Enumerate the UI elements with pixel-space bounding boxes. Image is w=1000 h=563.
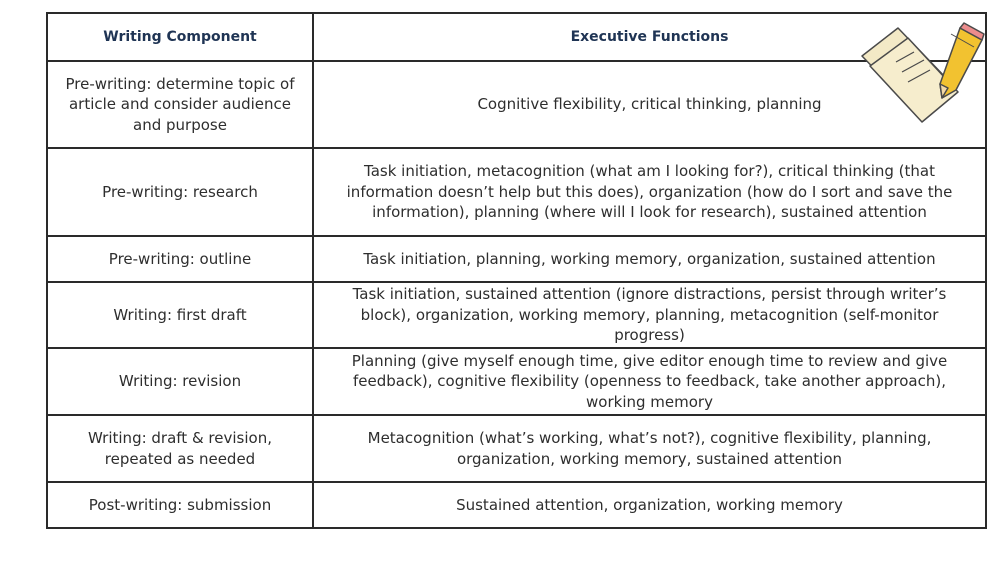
paper-and-pencil-icon [856, 22, 986, 134]
writing-component-cell: Pre-writing: determine topic of article and consider audience and purpose [47, 61, 313, 148]
writing-component-cell: Pre-writing: outline [47, 236, 313, 282]
executive-functions-cell: Task initiation, planning, working memory, organization, sustained attention [313, 236, 986, 282]
header-executive-functions: Executive Functions [313, 13, 986, 61]
writing-component-cell: Writing: first draft [47, 282, 313, 348]
writing-component-cell: Post-writing: submission [47, 482, 313, 528]
executive-functions-cell: Sustained attention, organization, working memory [313, 482, 986, 528]
writing-component-cell: Pre-writing: research [47, 148, 313, 236]
table-row [47, 61, 986, 148]
header-writing-component: Writing Component [47, 13, 313, 61]
executive-functions-cell: Planning (give myself enough time, give editor enough time to review and give feedback), cognitive flexibility (openness to feedback, take another approach), working memory [313, 348, 986, 415]
table-row [47, 148, 986, 236]
table-row [47, 482, 986, 528]
table-row [47, 348, 986, 415]
writing-executive-functions-table [46, 12, 985, 529]
writing-component-cell: Writing: revision [47, 348, 313, 415]
executive-functions-cell: Cognitive flexibility, critical thinking, planning [313, 61, 986, 148]
executive-functions-cell: Task initiation, metacognition (what am I looking for?), critical thinking (that information doesn’t help but this does), organization (how do I sort and save the information), planning (where will I look for research), sustained attention [313, 148, 986, 236]
writing-component-cell: Writing: draft & revision, repeated as needed [47, 415, 313, 482]
executive-functions-cell: Task initiation, sustained attention (ignore distractions, persist through writer’s block), organization, working memory, planning, metacognition (self-monitor progress) [313, 282, 986, 348]
table-row [47, 282, 986, 348]
table-row [47, 415, 986, 482]
executive-functions-cell: Metacognition (what’s working, what’s not?), cognitive flexibility, planning, organization, working memory, sustained attention [313, 415, 986, 482]
table-row [47, 236, 986, 282]
header-row [47, 13, 986, 61]
